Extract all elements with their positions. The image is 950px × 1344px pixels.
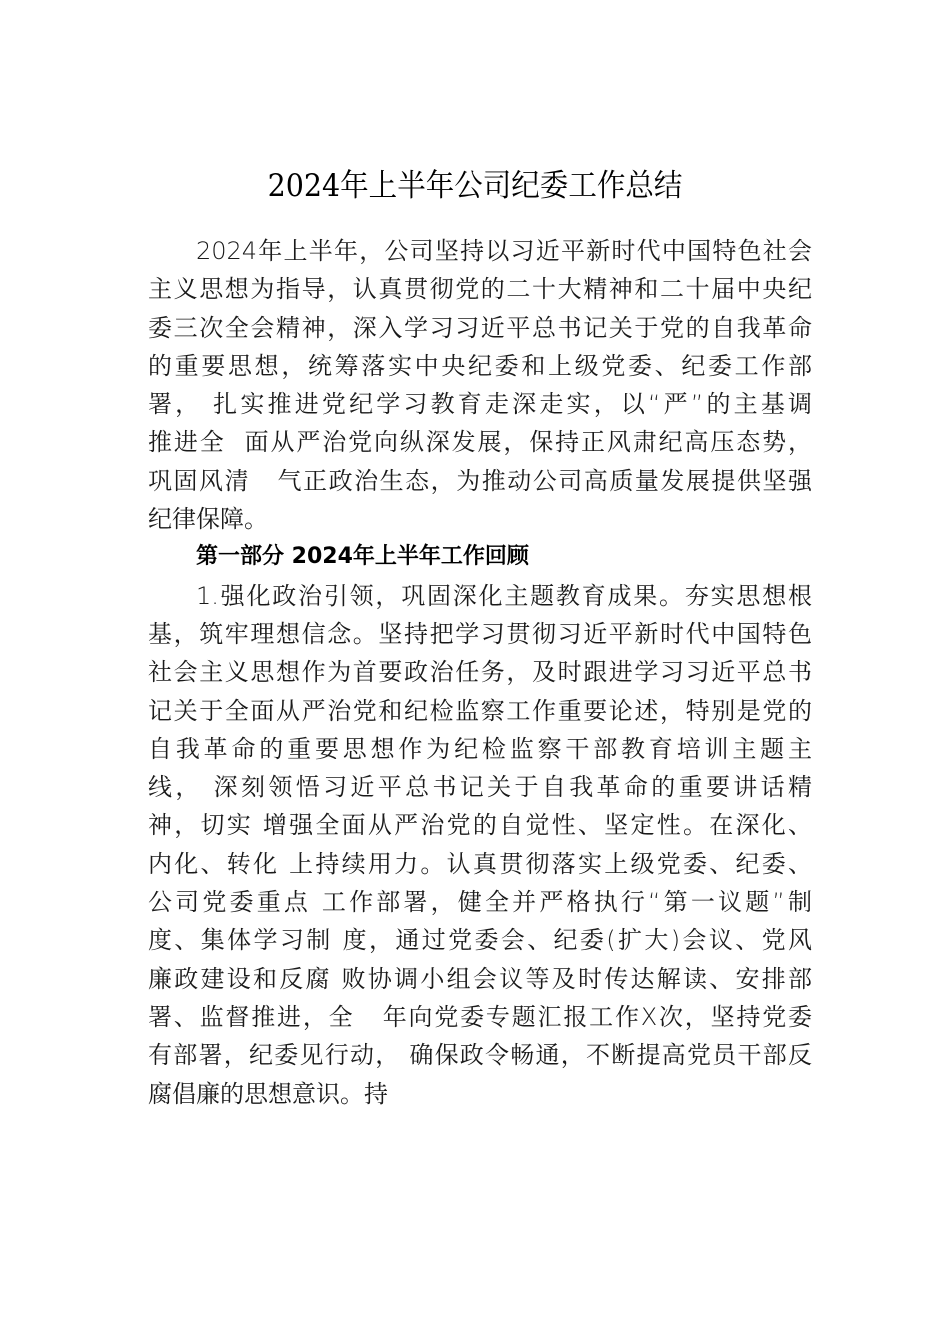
paragraph-line: 2024年上半年，公司坚持以习近平新时代中国特色社会 bbox=[196, 237, 812, 265]
section-heading: 第一部分 2024年上半年工作回顾 bbox=[196, 544, 529, 570]
paragraph-line: 署， 扎实推进党纪学习教育走深走实，以“严”的主基调 bbox=[148, 390, 812, 419]
paragraph-line: 度、集体学习制 度，通过党委会、纪委(扩大)会议、党风 bbox=[148, 926, 812, 955]
paragraph-line: 主义思想为指导，认真贯彻党的二十大精神和二十届中央纪 bbox=[148, 275, 812, 304]
paragraph-line: 署、监督推进，全 年向党委专题汇报工作X次，坚持党委 bbox=[148, 1002, 812, 1031]
paragraph-line: 有部署，纪委见行动， 确保政令畅通，不断提高党员干部反 bbox=[148, 1041, 812, 1070]
document-body bbox=[148, 232, 812, 1113]
paragraph-line: 神，切实 增强全面从严治党的自觉性、坚定性。在深化、 bbox=[148, 811, 812, 840]
paragraph-line: 1.强化政治引领，巩固深化主题教育成果。夯实思想根 bbox=[196, 581, 812, 610]
paragraph-line: 的重要思想，统筹落实中央纪委和上级党委、纪委工作部 bbox=[148, 351, 812, 380]
document-title: 2024年上半年公司纪委工作总结 bbox=[267, 168, 683, 204]
paragraph-line: 委三次全会精神，深入学习习近平总书记关于党的自我革命 bbox=[148, 313, 812, 342]
intro-paragraph bbox=[148, 232, 812, 538]
paragraph-line: 基，筑牢理想信念。坚持把学习贯彻习近平新时代中国特色 bbox=[148, 619, 812, 648]
paragraph-line: 腐倡廉的思想意识。持 bbox=[148, 1079, 388, 1108]
paragraph-line: 推进全 面从严治党向纵深发展，保持正风肃纪高压态势， bbox=[148, 428, 812, 457]
paragraph-line: 自我革命的重要思想作为纪检监察干部教育培训主题主 bbox=[148, 734, 812, 763]
paragraph-line: 廉政建设和反腐 败协调小组会议等及时传达解读、安排部 bbox=[148, 964, 812, 993]
section-paragraph bbox=[148, 577, 812, 1113]
paragraph-line: 线， 深刻领悟习近平总书记关于自我革命的重要讲话精 bbox=[148, 773, 812, 802]
paragraph-line: 公司党委重点 工作部署，健全并严格执行“第一议题”制 bbox=[148, 888, 812, 917]
paragraph-line: 社会主义思想作为首要政治任务，及时跟进学习习近平总书 bbox=[148, 658, 812, 687]
paragraph-line: 记关于全面从严治党和纪检监察工作重要论述，特别是党的 bbox=[148, 696, 812, 725]
paragraph-line: 纪律保障。 bbox=[148, 505, 268, 534]
paragraph-line: 巩固风清 气正政治生态，为推动公司高质量发展提供坚强 bbox=[148, 466, 812, 495]
paragraph-line: 内化、转化 上持续用力。认真贯彻落实上级党委、纪委、 bbox=[148, 849, 812, 878]
